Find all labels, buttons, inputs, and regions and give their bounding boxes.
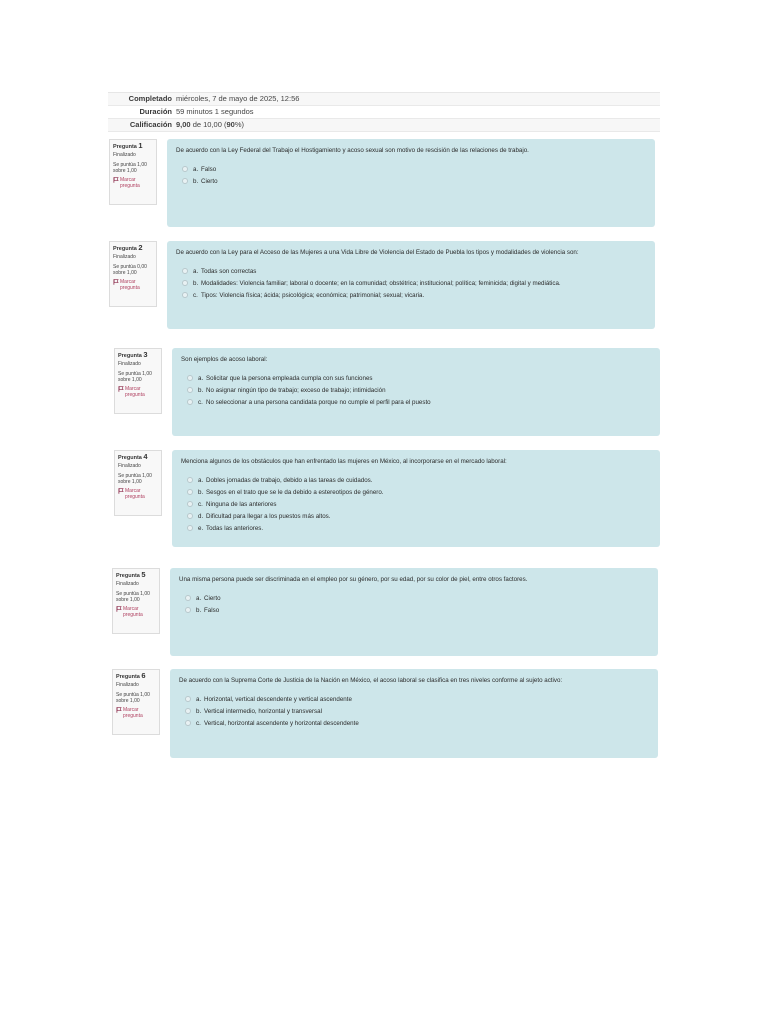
option-letter: d. [198,512,204,520]
radio-icon [187,375,193,381]
option-letter: c. [196,719,201,727]
flag-label-line: Marcar [123,605,139,612]
flag-label-line: Marcar [125,385,141,392]
option-text: Cierto [204,594,221,602]
question-state: Finalizado [113,254,136,261]
question-state: Finalizado [116,581,139,588]
flag-label-line: pregunta [125,392,145,399]
grade-line: Se puntúa 1,00 [116,691,150,698]
question-title [113,143,153,150]
question-info [114,450,162,516]
option-letter: a. [196,695,202,703]
question-number: 2 [138,243,143,252]
radio-icon [187,477,193,483]
radio-icon [185,607,191,613]
question-content [167,241,655,329]
answer-list [176,163,646,187]
option-text: Falso [204,606,220,614]
option-text: Dificultad para llegar a los puestos más altos. [206,512,331,520]
question-title [118,454,158,461]
flag-icon [116,707,122,713]
question-state: Finalizado [118,463,141,470]
grade-line: sobre 1,00 [118,377,142,384]
answer-option [176,175,646,187]
question-prefix: Pregunta [113,246,139,252]
radio-icon [182,166,188,172]
summary-row-completed [108,93,660,106]
question-state: Finalizado [113,152,136,159]
answer-option [181,522,651,534]
option-letter: b. [193,177,199,185]
summary-row-grade [108,119,660,132]
summary-label: Calificación [129,120,172,129]
answer-option [179,592,649,604]
question-content [167,139,655,227]
question-state: Finalizado [116,682,139,689]
option-text: No seleccionar a una persona candidata porque no cumple el perfil para el puesto [206,398,431,406]
grade-line: Se puntúa 0,00 [113,263,147,270]
flag-label-line: pregunta [123,713,143,720]
answer-option [179,604,649,616]
option-text: Solicitar que la persona empleada cumpla con sus funciones [206,374,373,382]
summary-row-duration [108,106,660,119]
summary-label: Duración [139,107,172,116]
question-text: Menciona algunos de los obstáculos que han enfrentado las mujeres en México, al incorporarse en el mercado laboral: [181,458,507,465]
radio-icon [187,525,193,531]
question-prefix: Pregunta [113,144,139,150]
option-text: Dobles jornadas de trabajo, debido a las tareas de cuidados. [206,476,373,484]
option-letter: c. [198,500,203,508]
option-letter: b. [198,488,204,496]
question-number: 6 [141,671,146,680]
answer-option [181,510,651,522]
summary-label: Completado [128,94,172,103]
answer-option [176,277,646,289]
question-prefix: Pregunta [116,674,142,680]
summary-value [176,119,244,131]
question-content [170,669,658,758]
flag-label [120,177,140,190]
question-state: Finalizado [118,361,141,368]
flag-label-line: Marcar [123,706,139,713]
flag-label [123,606,143,619]
radio-icon [182,178,188,184]
question-number: 5 [141,570,146,579]
flag-icon [116,606,122,612]
question-grade [113,162,153,175]
grade-percent-sign: %) [234,120,244,129]
answer-option [181,384,651,396]
flag-label [120,279,140,292]
flag-question-link[interactable] [116,707,156,720]
answer-list [179,693,649,729]
question-prefix: Pregunta [118,353,144,359]
option-letter: a. [193,165,199,173]
answer-list [181,474,651,534]
option-letter: a. [193,267,199,275]
question-prefix: Pregunta [118,455,144,461]
grade-line: sobre 1,00 [113,168,137,175]
question-content [170,568,658,656]
flag-icon [118,386,124,392]
question-content [172,348,660,436]
option-letter: b. [193,279,199,287]
attempt-summary [108,92,660,132]
flag-label [125,386,145,399]
radio-icon [185,595,191,601]
question-grade [116,591,156,604]
flag-label-line: pregunta [125,494,145,501]
flag-label-line: Marcar [120,176,136,183]
flag-question-link[interactable] [116,606,156,619]
answer-list [181,372,651,408]
question-grade [116,692,156,705]
grade-line: Se puntúa 1,00 [118,370,152,377]
option-letter: a. [196,594,202,602]
question-number: 4 [143,452,148,461]
flag-label-line: Marcar [125,487,141,494]
option-letter: e. [198,524,204,532]
grade-percent: 90 [226,120,235,129]
question-title [116,572,156,579]
answer-option [181,498,651,510]
flag-label [123,707,143,720]
radio-icon [187,387,193,393]
answer-option [176,163,646,175]
flag-label-line: Marcar [120,278,136,285]
radio-icon [187,513,193,519]
question-info [109,241,157,307]
flag-question-link[interactable] [118,386,158,399]
question-number: 1 [138,141,143,150]
question-grade [118,473,158,486]
option-text: Sesgos en el trato que se le da debido a estereotipos de género. [206,488,384,496]
option-letter: b. [196,606,202,614]
flag-question-link[interactable] [113,279,153,292]
question-prefix: Pregunta [116,573,142,579]
flag-question-link[interactable] [118,488,158,501]
question-title [116,673,156,680]
option-text: No asignar ningún tipo de trabajo; exceso de trabajo; intimidación [206,386,386,394]
radio-icon [185,720,191,726]
question-info [109,139,157,205]
option-letter: c. [193,291,198,299]
question-text: Son ejemplos de acoso laboral: [181,356,268,363]
radio-icon [185,708,191,714]
radio-icon [187,399,193,405]
answer-option [179,705,649,717]
question-grade [118,371,158,384]
radio-icon [187,489,193,495]
question-title [118,352,158,359]
answer-option [179,693,649,705]
question-info [112,669,160,735]
option-text: Horizontal, vertical descendente y vertical ascendente [204,695,352,703]
grade-line: sobre 1,00 [118,479,142,486]
answer-list [176,265,646,301]
radio-icon [182,292,188,298]
answer-option [179,717,649,729]
option-letter: c. [198,398,203,406]
grade-line: Se puntúa 1,00 [116,590,150,597]
grade-score: 9,00 [176,120,191,129]
summary-value: 59 minutos 1 segundos [176,107,254,116]
answer-option [176,265,646,277]
question-text: De acuerdo con la Ley para el Acceso de las Mujeres a una Vida Libre de Violencia del Estado de Puebla los tipos y modalidades de violencia son: [176,249,579,256]
grade-line: Se puntúa 1,00 [113,161,147,168]
option-text: Modalidades: Violencia familiar; laboral o docente; en la comunidad; obstétrica; institucional; política; feminicida; digital y mediática. [201,279,561,287]
answer-option [181,396,651,408]
question-title [113,245,153,252]
option-text: Todas las anteriores. [206,524,264,532]
flag-icon [113,177,119,183]
grade-max: de 10,00 ( [190,120,227,129]
option-letter: b. [196,707,202,715]
grade-line: sobre 1,00 [116,698,140,705]
flag-label-line: pregunta [123,612,143,619]
grade-line: sobre 1,00 [116,597,140,604]
question-content [172,450,660,547]
option-text: Tipos: Violencia física; ácida; psicológica; económica; patrimonial; sexual; vicaria. [201,291,425,299]
grade-line: Se puntúa 1,00 [118,472,152,479]
flag-label-line: pregunta [120,285,140,292]
radio-icon [185,696,191,702]
question-text: De acuerdo con la Ley Federal del Trabajo el Hostigamiento y acoso sexual son motivo de rescisión de las relaciones de trabajo. [176,147,529,154]
answer-option [181,474,651,486]
question-grade [113,264,153,277]
option-text: Vertical intermedio, horizontal y transversal [204,707,322,715]
answer-option [181,486,651,498]
answer-list [179,592,649,616]
option-letter: a. [198,476,204,484]
answer-option [181,372,651,384]
question-text: Una misma persona puede ser discriminada en el empleo por su género, por su edad, por su color de piel, entre otros factores. [179,576,528,583]
answer-option [176,289,646,301]
flag-icon [118,488,124,494]
option-text: Cierto [201,177,218,185]
question-info [112,568,160,634]
radio-icon [182,280,188,286]
question-number: 3 [143,350,148,359]
question-text: De acuerdo con la Suprema Corte de Justicia de la Nación en México, el acoso laboral se clasifica en tres niveles conforme al sujeto activo: [179,677,563,684]
option-text: Falso [201,165,217,173]
flag-label-line: pregunta [120,183,140,190]
flag-label [125,488,145,501]
radio-icon [182,268,188,274]
option-text: Todas son correctas [201,267,257,275]
flag-question-link[interactable] [113,177,153,190]
flag-icon [113,279,119,285]
grade-line: sobre 1,00 [113,270,137,277]
radio-icon [187,501,193,507]
option-text: Vertical, horizontal ascendente y horizontal descendente [204,719,359,727]
option-letter: b. [198,386,204,394]
option-text: Ninguna de las anteriores [206,500,277,508]
summary-value: miércoles, 7 de mayo de 2025, 12:56 [176,94,300,103]
option-letter: a. [198,374,204,382]
question-info [114,348,162,414]
